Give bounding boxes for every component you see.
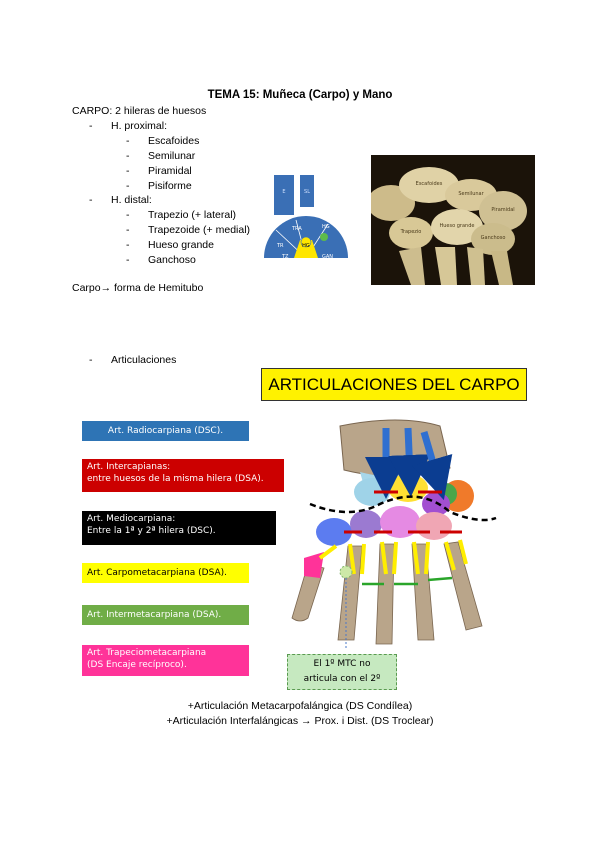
escafoides-block bbox=[274, 175, 294, 215]
list-item: - Pisiforme bbox=[126, 180, 192, 192]
footer-line-1: +Articulación Metacarpofalángica (DS Condílea) bbox=[187, 700, 413, 712]
list-item: - Trapezio (+ lateral) bbox=[126, 209, 237, 221]
photo-label: Escafoides bbox=[415, 181, 443, 187]
footer-line-2: +Articulación Interfalángicas → Prox. i Dist. (DS Troclear) bbox=[166, 715, 434, 727]
distal-row: - H. distal: bbox=[89, 194, 152, 206]
photo-label: Ganchoso bbox=[480, 235, 506, 241]
schematic-label: E bbox=[282, 189, 286, 195]
art-carpometacarpiana-box: Art. Carpometacarpiana (DSA). bbox=[82, 563, 249, 583]
schematic-label: TR bbox=[277, 243, 284, 249]
schematic-label: TRA bbox=[292, 226, 302, 232]
intro-text: CARPO: 2 hileras de huesos bbox=[72, 105, 207, 117]
schematic-label: HG bbox=[302, 243, 310, 249]
proximal-label: H. proximal: bbox=[111, 120, 168, 132]
list-item: - Ganchoso bbox=[126, 254, 196, 266]
schematic-label: SL bbox=[304, 189, 310, 195]
mtc-note: El 1º MTC no articula con el 2º bbox=[287, 654, 397, 690]
schematic-label: GAN bbox=[322, 254, 334, 260]
photo-label: Piramidal bbox=[491, 207, 515, 213]
list-item: - Escafoides bbox=[126, 135, 200, 147]
art-intermetacarpiana-box: Art. Intermetacarpiana (DSA). bbox=[82, 605, 249, 625]
art-intercarpianas-box: Art. Intercapianas: entre huesos de la misma hilera (DSA). bbox=[82, 459, 284, 492]
schematic-label: TZ bbox=[282, 254, 289, 260]
proximal-row: - H. proximal: bbox=[89, 120, 168, 132]
ganchoso-dot bbox=[320, 233, 328, 241]
photo-label: Semilunar bbox=[458, 191, 484, 197]
art-radiocarpiana-box: Art. Radiocarpiana (DSC). bbox=[82, 421, 249, 441]
carpal-bones-photo bbox=[371, 155, 535, 285]
carpal-schematic bbox=[262, 170, 352, 262]
list-item: - Semilunar bbox=[126, 150, 196, 162]
articulaciones-heading: - Articulaciones bbox=[89, 354, 177, 366]
art-mediocarpiana-box: Art. Mediocarpiana: Entre la 1ª y 2ª hilera (DSC). bbox=[82, 511, 276, 545]
schematic-label: HG bbox=[322, 224, 330, 230]
articulaciones-banner: ARTICULACIONES DEL CARPO bbox=[261, 368, 527, 401]
art-trapeciometacarpiana-box: Art. Trapeciometacarpiana (DS Encaje recíproco). bbox=[82, 645, 249, 676]
hand-articulations-diagram bbox=[290, 408, 516, 648]
conclusion-text: Carpo→ forma de Hemitubo bbox=[72, 282, 204, 294]
page-title: TEMA 15: Muñeca (Carpo) y Mano bbox=[207, 89, 393, 101]
photo-label: Hueso grande bbox=[439, 223, 475, 229]
photo-label: Trapezio bbox=[400, 229, 422, 235]
list-item: - Hueso grande bbox=[126, 239, 214, 251]
list-item: - Trapezoide (+ medial) bbox=[126, 224, 251, 236]
distal-label: H. distal: bbox=[111, 194, 152, 206]
list-item: - Piramidal bbox=[126, 165, 192, 177]
